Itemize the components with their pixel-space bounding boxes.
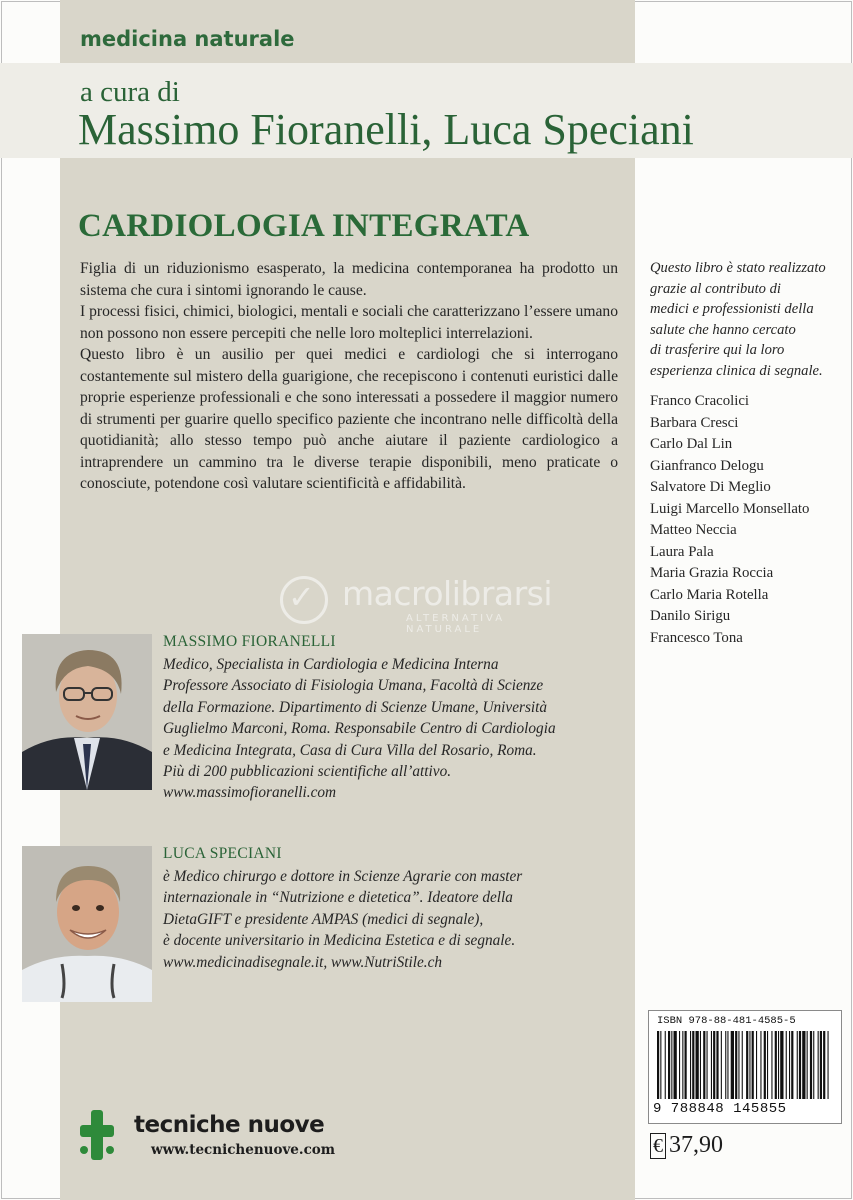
bio-line: Professore Associato di Fisiologia Umana, Facoltà di Scienze [163, 677, 544, 695]
barcode-number: 9 788848 145855 [653, 1101, 787, 1117]
author-bio-fioranelli [163, 654, 623, 804]
contributor-name: Francesco Tona [650, 629, 743, 646]
author-name-fioranelli: MASSIMO FIORANELLI [163, 633, 336, 650]
contributors-intro [650, 258, 845, 382]
contributor-name: Carlo Maria Rotella [650, 586, 769, 603]
bio-line: della Formazione. Dipartimento di Scienze Umane, Università [163, 698, 548, 716]
description-paragraph: Questo libro è un ausilio per quei medici e cardiologi che si interrogano costantemente sul mistero della guarigione, che recepiscono i contenuti euristici dalle proprie esperienze professionali e che sono interessati a possedere il maggior numero di strumenti per guarire quello specifico paziente che incontrano nelle difficoltà della quotidianità; allo stesso tempo può anche aiutare il paziente cardiologico a intraprendere un cammino tra le diverse terapie disponibili, meno praticate o conosciute, potendone così valutare scientificità e affidabilità. [80, 346, 618, 492]
portrait-illustration [22, 634, 152, 790]
publisher-name: tecniche nuove [134, 1112, 325, 1138]
contributor-name: Franco Cracolici [650, 393, 750, 409]
contributor-name: Gianfranco Delogu [650, 457, 764, 474]
description-paragraph: I processi fisici, chimici, biologici, mentali e sociali che caratterizzano l’essere umano non possono non essere percepiti che nelle loro molteplici interrelazioni. [80, 303, 618, 342]
intro-line: salute che hanno cercato [650, 321, 796, 338]
currency-icon: € [650, 1133, 666, 1159]
contributor-name: Danilo Sirigu [650, 608, 731, 624]
bio-line: è Medico chirurgo e dottore in Scienze Agrarie con master [163, 868, 523, 885]
watermark-brand: macrolibrarsi [342, 574, 553, 613]
price [650, 1132, 723, 1159]
intro-line: medici e professionisti della [650, 301, 814, 318]
intro-line: di trasferire qui la loro [650, 342, 785, 359]
book-title: CARDIOLOGIA INTEGRATA [78, 208, 530, 244]
contributor-name: Carlo Dal Lin [650, 436, 733, 452]
bio-line: è docente universitario in Medicina Estetica e di segnale. [163, 932, 516, 950]
author-photo-fioranelli [22, 634, 152, 790]
bio-line: DietaGIFT e presidente AMPAS (medici di segnale), [163, 910, 484, 928]
bio-line: e Medicina Integrata, Casa di Cura Villa del Rosario, Roma. [163, 741, 537, 759]
intro-line: Questo libro è stato realizzato [650, 260, 826, 276]
author-name-speciani: LUCA SPECIANI [163, 845, 282, 862]
price-amount: 37,90 [669, 1132, 723, 1158]
contributor-name: Salvatore Di Meglio [650, 479, 771, 495]
publisher-logo-icon [80, 1110, 114, 1160]
check-icon: ✓ [288, 578, 315, 616]
author-photo-speciani [22, 846, 152, 1002]
bio-line: internazionale in “Nutrizione e dietetica”. Ideatore della [163, 889, 513, 907]
series-label: medicina naturale [80, 27, 295, 51]
description-paragraph: Figlia di un riduzionismo esasperato, la medicina contemporanea ha prodotto un sistema che cura i sintomi ignorando le cause. [80, 260, 618, 299]
isbn-label: ISBN 978-88-481-4585-5 [657, 1015, 796, 1027]
contributor-name: Maria Grazia Roccia [650, 565, 774, 581]
bio-line: Medico, Specialista in Cardiologia e Medicina Interna [163, 656, 499, 673]
description [80, 258, 618, 495]
bio-line: www.medicinadisegnale.it, www.NutriStile.ch [163, 953, 443, 971]
intro-line: esperienza clinica di segnale. [650, 362, 823, 379]
bio-line: Guglielmo Marconi, Roma. Responsabile Centro di Cardiologia [163, 720, 556, 738]
intro-line: grazie al contributo di [650, 280, 781, 297]
authors-heading: Massimo Fioranelli, Luca Speciani [78, 105, 694, 154]
edited-by-label: a cura di [80, 76, 180, 108]
contributors-list [650, 391, 809, 649]
portrait-illustration [22, 846, 152, 1002]
barcode-bars-icon [655, 1031, 835, 1099]
bio-line: www.massimofioranelli.com [163, 784, 337, 802]
barcode [648, 1010, 842, 1124]
author-bio-speciani [163, 866, 623, 973]
watermark [280, 572, 580, 635]
bio-line: Più di 200 pubblicazioni scientifiche all’attivo. [163, 763, 452, 781]
contributor-name: Laura Pala [650, 543, 714, 560]
contributor-name: Luigi Marcello Monsellato [650, 500, 810, 517]
publisher-url: www.tecnichenuove.com [151, 1142, 336, 1158]
contributor-name: Barbara Cresci [650, 414, 739, 431]
watermark-tagline: ALTERNATIVA NATURALE [406, 613, 506, 635]
contributor-name: Matteo Neccia [650, 522, 737, 538]
